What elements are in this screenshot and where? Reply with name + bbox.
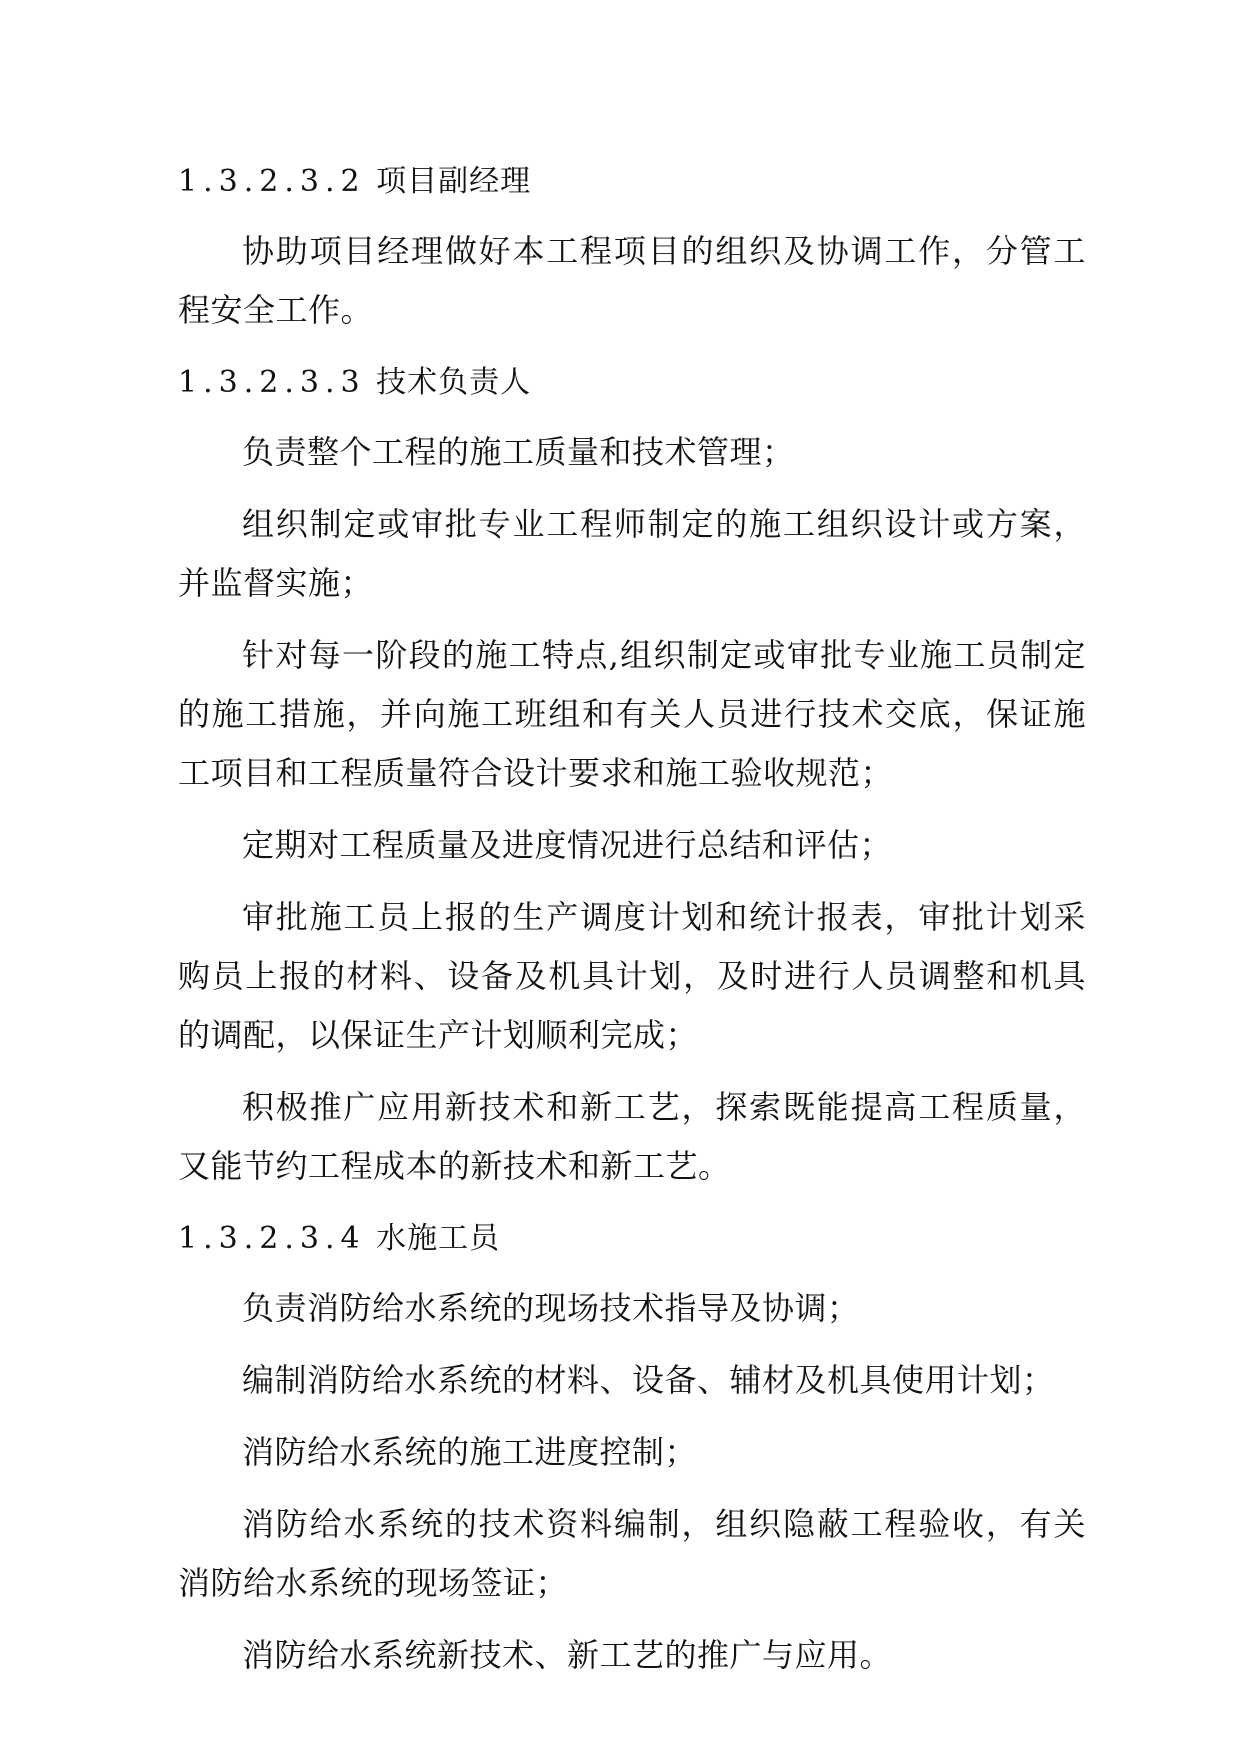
section-heading-technical-lead	[178, 353, 1086, 413]
section-title: 技术负责人	[376, 365, 532, 400]
section-number: 1.3.2.3.2	[178, 164, 366, 199]
paragraph: 定期对工程质量及进度情况进行总结和评估；	[242, 826, 893, 864]
section-title: 项目副经理	[376, 164, 532, 199]
paragraph: 负责整个工程的施工质量和技术管理；	[242, 433, 795, 471]
section-heading-deputy-manager	[178, 152, 1086, 212]
paragraph: 组织制定或审批专业工程师制定的施工组织设计或方案，并监督实施；	[178, 505, 1086, 602]
paragraph: 负责消防给水系统的现场技术指导及协调；	[242, 1289, 860, 1327]
section-number: 1.3.2.3.3	[178, 365, 366, 400]
section-heading-water-constructor	[178, 1209, 1086, 1269]
paragraph: 积极推广应用新技术和新工艺，探索既能提高工程质量，又能节约工程成本的新技术和新工艺。	[178, 1088, 1086, 1185]
paragraph: 消防给水系统的技术资料编制，组织隐蔽工程验收，有关消防给水系统的现场签证；	[178, 1505, 1086, 1602]
paragraph: 针对每一阶段的施工特点,组织制定或审批专业施工员制定的施工措施，并向施工班组和有关人员进行技术交底，保证施工项目和工程质量符合设计要求和施工验收规范；	[178, 636, 1086, 792]
paragraph: 审批施工员上报的生产调度计划和统计报表，审批计划采购员上报的材料、设备及机具计划，及时进行人员调整和机具的调配，以保证生产计划顺利完成；	[178, 898, 1086, 1054]
paragraph: 消防给水系统的施工进度控制；	[242, 1433, 698, 1471]
document-body	[178, 152, 1086, 1698]
section-number: 1.3.2.3.4	[178, 1221, 366, 1256]
section-title: 水施工员	[376, 1221, 501, 1256]
paragraph: 消防给水系统新技术、新工艺的推广与应用。	[242, 1636, 893, 1674]
paragraph: 协助项目经理做好本工程项目的组织及协调工作，分管工程安全工作。	[178, 232, 1086, 329]
paragraph: 编制消防给水系统的材料、设备、辅材及机具使用计划；	[242, 1361, 1055, 1399]
